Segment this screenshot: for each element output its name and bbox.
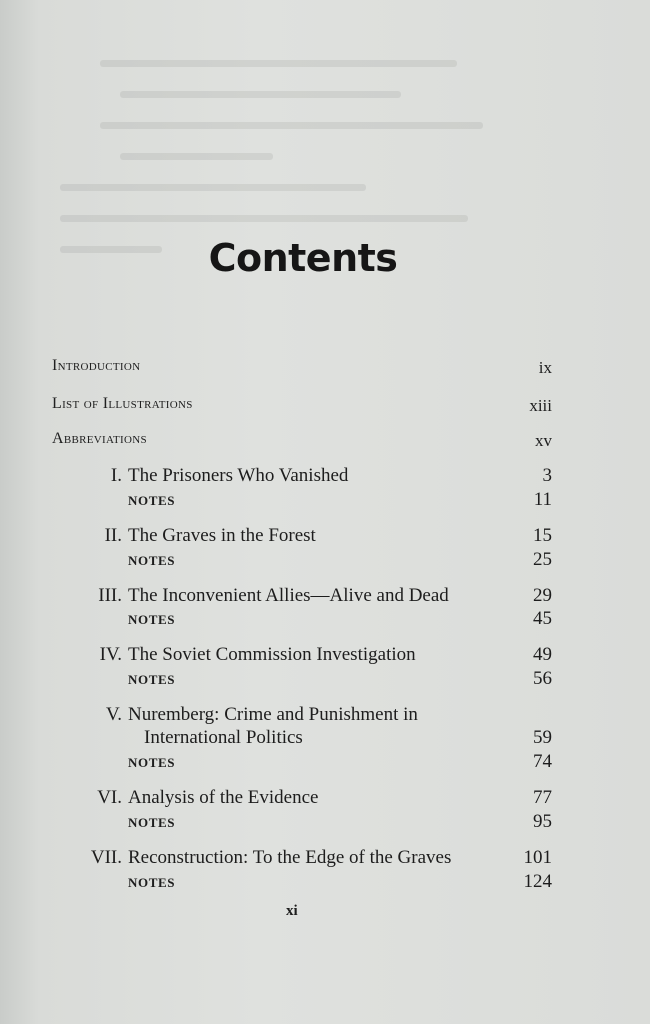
chapter-title: Analysis of the Evidence <box>128 787 319 808</box>
toc-page-list-of-illustrations: xiii <box>529 396 552 415</box>
chapter-page: 15 <box>533 525 552 546</box>
chapter-notes-page: 124 <box>523 871 552 892</box>
page-title: Contents <box>208 236 398 280</box>
chapter-number: II. <box>104 525 122 546</box>
chapter-page: 59 <box>533 727 552 748</box>
chapter-notes-page: 74 <box>533 751 552 772</box>
chapter-page: 77 <box>533 787 552 808</box>
chapter-number: VII. <box>90 847 122 868</box>
chapter-notes-page: 11 <box>533 489 552 510</box>
toc-entry-introduction[interactable]: Introduction <box>52 357 141 374</box>
chapter-notes-label[interactable]: NOTES <box>128 755 176 770</box>
chapter-page: 3 <box>542 465 552 486</box>
chapter-notes-page: 95 <box>533 811 552 832</box>
chapter-notes-label[interactable]: NOTES <box>128 493 176 508</box>
show-through-text <box>60 60 570 320</box>
chapter-number: III. <box>98 585 122 606</box>
chapter-notes-label[interactable]: NOTES <box>128 672 176 687</box>
chapter-title: The Prisoners Who Vanished <box>128 465 349 486</box>
chapter-number: I. <box>110 465 122 486</box>
chapter-notes-page: 56 <box>533 668 552 689</box>
toc-page-abbreviations: xv <box>535 431 552 450</box>
chapter-notes-label[interactable]: NOTES <box>128 815 176 830</box>
chapter-page: 101 <box>523 847 552 868</box>
chapter-notes-page: 25 <box>533 549 552 570</box>
chapter-number: V. <box>105 704 122 725</box>
chapter-notes-label[interactable]: NOTES <box>128 612 176 627</box>
chapter-notes-page: 45 <box>533 608 552 629</box>
toc-page-introduction: ix <box>538 358 552 377</box>
chapter-title: The Inconvenient Allies—Alive and Dead <box>128 585 449 606</box>
chapter-number: IV. <box>99 644 122 665</box>
chapter-title: Nuremberg: Crime and Punishment in <box>128 704 418 725</box>
chapter-title: Reconstruction: To the Edge of the Graves <box>128 847 452 868</box>
toc-entry-list-of-illustrations[interactable]: List of Illustrations <box>52 395 193 412</box>
chapter-title: The Graves in the Forest <box>128 525 316 546</box>
chapter-title: The Soviet Commission Investigation <box>128 644 416 665</box>
chapter-notes-label[interactable]: NOTES <box>128 875 176 890</box>
chapter-number: VI. <box>97 787 122 808</box>
toc-entry-abbreviations[interactable]: Abbreviations <box>52 430 147 447</box>
page-folio: xi <box>286 903 298 919</box>
chapter-page: 49 <box>533 644 552 665</box>
chapter-notes-label[interactable]: NOTES <box>128 553 176 568</box>
chapter-title-continued: International Politics <box>144 727 303 748</box>
chapter-page: 29 <box>533 585 552 606</box>
